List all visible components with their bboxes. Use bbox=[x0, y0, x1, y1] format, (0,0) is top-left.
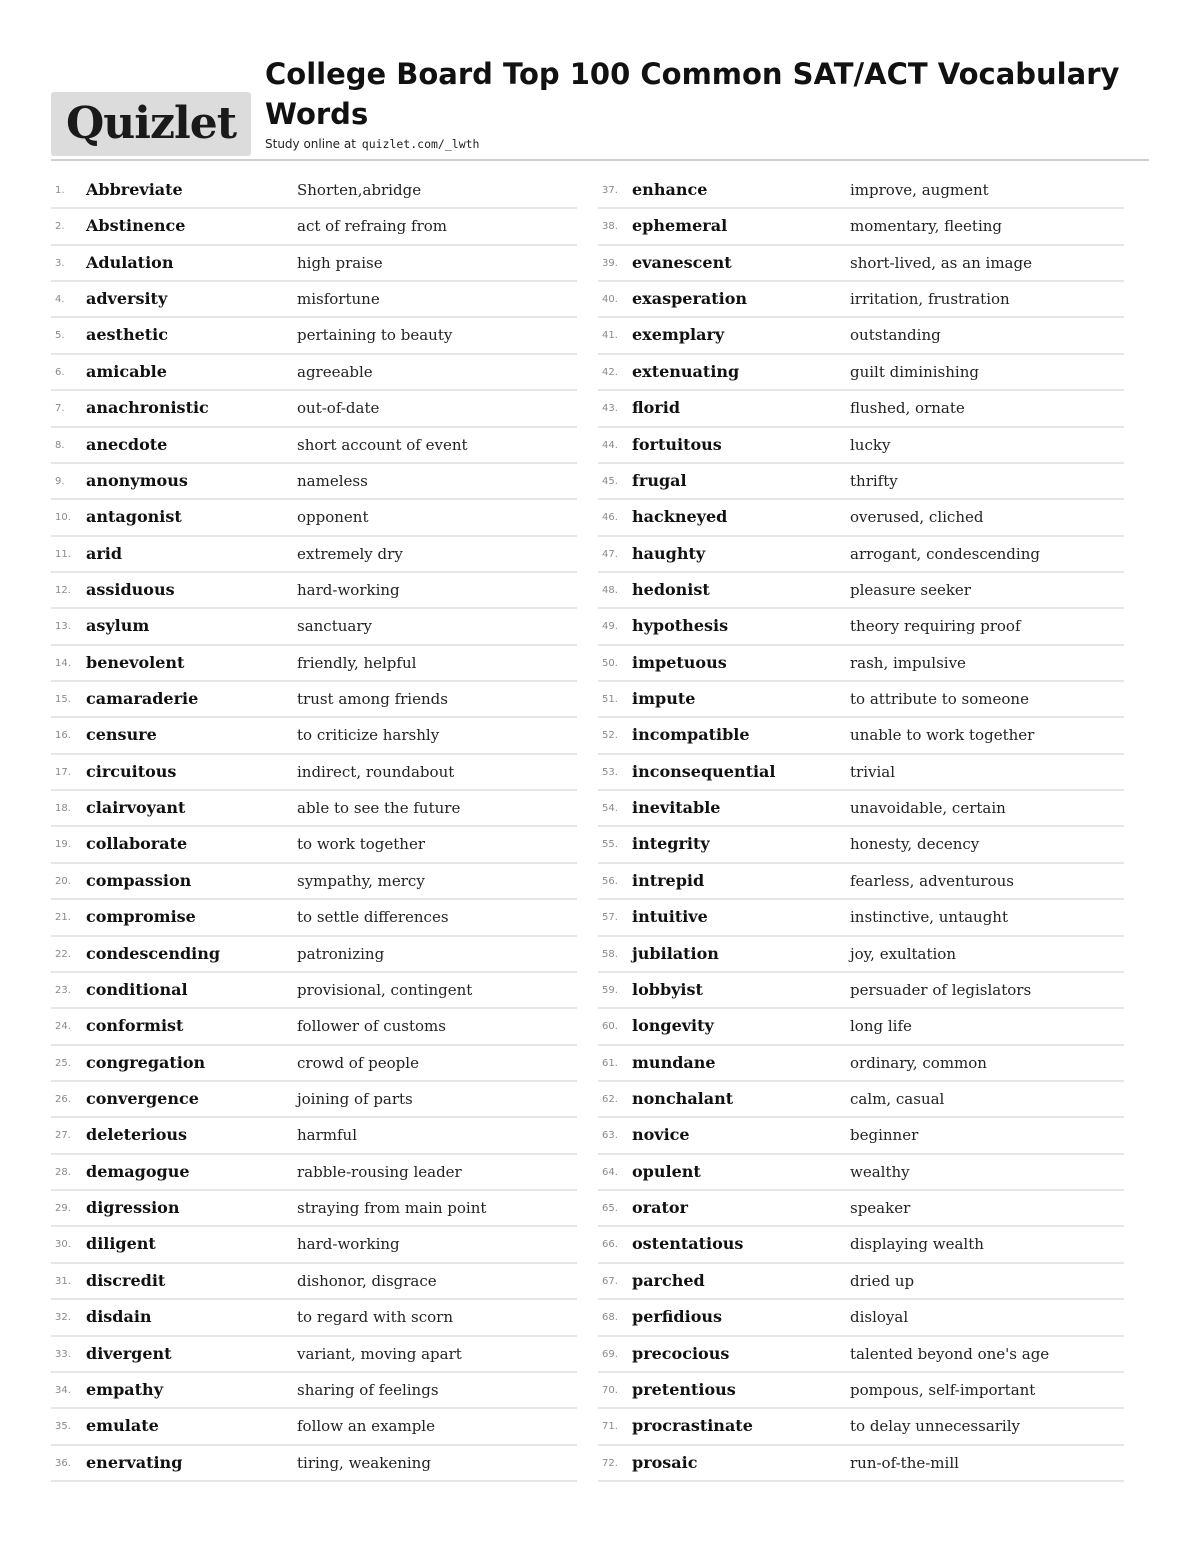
vocab-term: enhance bbox=[632, 180, 708, 199]
vocab-definition: speaker bbox=[850, 1199, 911, 1218]
vocab-definition: tiring, weakening bbox=[297, 1453, 431, 1472]
vocab-row bbox=[598, 864, 1124, 900]
vocab-term: florid bbox=[632, 398, 680, 418]
vocab-definition: trust among friends bbox=[297, 690, 448, 709]
vocab-row bbox=[51, 937, 577, 973]
vocab-definition: extremely dry bbox=[297, 544, 403, 563]
entry-number: 25. bbox=[55, 1057, 71, 1069]
vocab-definition: arrogant, condescending bbox=[850, 544, 1040, 563]
entry-number: 28. bbox=[55, 1166, 71, 1178]
vocab-term: amicable bbox=[86, 361, 167, 381]
vocab-term: asylum bbox=[86, 616, 150, 636]
vocab-term: mundane bbox=[632, 1052, 716, 1072]
vocab-definition: honesty, decency bbox=[850, 835, 980, 854]
vocab-row bbox=[598, 937, 1124, 973]
header-divider bbox=[51, 159, 1149, 161]
vocab-definition: Shorten,abridge bbox=[297, 181, 422, 199]
entry-number: 26. bbox=[55, 1093, 71, 1105]
vocab-term: frugal bbox=[632, 470, 687, 490]
entry-number: 10. bbox=[55, 512, 71, 524]
vocab-row bbox=[598, 500, 1124, 536]
vocab-term: enervating bbox=[86, 1452, 183, 1472]
vocab-row bbox=[51, 755, 577, 791]
vocab-row bbox=[598, 682, 1124, 718]
vocab-row bbox=[598, 1227, 1124, 1263]
vocab-definition: irritation, frustration bbox=[850, 290, 1010, 309]
vocab-term: compassion bbox=[86, 870, 192, 890]
vocab-term: camaraderie bbox=[86, 689, 199, 709]
vocab-term: arid bbox=[86, 543, 123, 563]
entry-number: 65. bbox=[602, 1203, 618, 1215]
vocab-definition: fearless, adventurous bbox=[850, 871, 1014, 890]
vocab-row bbox=[598, 646, 1124, 682]
vocab-term: antagonist bbox=[86, 507, 182, 527]
entry-number: 60. bbox=[602, 1021, 618, 1033]
vocab-row bbox=[598, 1046, 1124, 1082]
vocab-row bbox=[51, 355, 577, 391]
vocab-term: procrastinate bbox=[632, 1416, 753, 1436]
vocab-row bbox=[598, 609, 1124, 645]
vocab-definition: calm, casual bbox=[850, 1089, 945, 1108]
vocab-definition: out-of-date bbox=[297, 399, 380, 418]
vocab-row bbox=[51, 1118, 577, 1154]
vocab-definition: instinctive, untaught bbox=[850, 908, 1008, 927]
vocab-definition: flushed, ornate bbox=[850, 399, 965, 418]
vocab-row bbox=[598, 282, 1124, 318]
vocab-term: lobbyist bbox=[632, 979, 703, 999]
vocab-term: disdain bbox=[86, 1307, 152, 1327]
entry-number: 31. bbox=[55, 1275, 71, 1287]
vocab-term: longevity bbox=[632, 1016, 714, 1036]
vocab-row bbox=[51, 864, 577, 900]
entry-number: 8. bbox=[55, 439, 65, 451]
vocab-definition: talented beyond one's age bbox=[850, 1344, 1050, 1363]
entry-number: 35. bbox=[55, 1421, 71, 1433]
vocab-row bbox=[51, 973, 577, 1009]
vocab-definition: provisional, contingent bbox=[297, 980, 473, 999]
vocab-definition: pertaining to beauty bbox=[297, 326, 453, 345]
vocab-definition: rabble-rousing leader bbox=[297, 1162, 462, 1181]
entry-number: 23. bbox=[55, 984, 71, 996]
vocab-row bbox=[51, 246, 577, 282]
vocab-row bbox=[51, 1373, 577, 1409]
vocab-term: fortuitous bbox=[632, 434, 722, 454]
vocab-term: precocious bbox=[632, 1343, 730, 1363]
entry-number: 56. bbox=[602, 875, 618, 887]
entry-number: 59. bbox=[602, 984, 618, 996]
vocab-row bbox=[598, 973, 1124, 1009]
vocab-term: exasperation bbox=[632, 289, 748, 309]
vocab-row bbox=[51, 1300, 577, 1336]
study-url: quizlet.com/_lwth bbox=[361, 137, 480, 151]
entry-number: 71. bbox=[602, 1421, 618, 1433]
vocab-row bbox=[51, 900, 577, 936]
vocab-definition: persuader of legislators bbox=[850, 980, 1032, 999]
vocab-term: hedonist bbox=[632, 579, 710, 599]
vocab-definition: ordinary, common bbox=[850, 1053, 987, 1072]
entry-number: 32. bbox=[55, 1312, 71, 1324]
vocab-definition: to delay unnecessarily bbox=[850, 1417, 1021, 1436]
vocab-definition: disloyal bbox=[850, 1308, 909, 1327]
vocab-definition: beginner bbox=[850, 1126, 919, 1145]
vocab-definition: able to see the future bbox=[297, 799, 461, 818]
vocab-row bbox=[51, 609, 577, 645]
vocab-row bbox=[598, 718, 1124, 754]
vocab-definition: rash, impulsive bbox=[850, 653, 966, 672]
vocab-definition: short-lived, as an image bbox=[850, 253, 1032, 272]
vocab-term: hypothesis bbox=[632, 616, 729, 636]
vocab-definition: to regard with scorn bbox=[297, 1308, 454, 1327]
vocab-definition: lucky bbox=[850, 435, 891, 454]
entry-number: 13. bbox=[55, 621, 71, 633]
vocab-definition: sympathy, mercy bbox=[297, 871, 425, 890]
entry-number: 14. bbox=[55, 657, 71, 669]
vocab-row bbox=[598, 755, 1124, 791]
left-column bbox=[51, 173, 577, 1482]
entry-number: 16. bbox=[55, 730, 71, 742]
vocab-row bbox=[51, 1227, 577, 1263]
vocab-term: conditional bbox=[86, 979, 188, 999]
entry-number: 55. bbox=[602, 839, 618, 851]
entry-number: 47. bbox=[602, 548, 618, 560]
vocab-term: opulent bbox=[632, 1161, 701, 1181]
vocab-definition: opponent bbox=[297, 508, 369, 527]
entry-number: 4. bbox=[55, 294, 65, 306]
entry-number: 19. bbox=[55, 839, 71, 851]
study-prefix: Study online at bbox=[265, 137, 356, 151]
entry-number: 67. bbox=[602, 1275, 618, 1287]
vocab-term: orator bbox=[632, 1198, 688, 1218]
vocab-row bbox=[598, 1009, 1124, 1045]
entry-number: 66. bbox=[602, 1239, 618, 1251]
entry-number: 41. bbox=[602, 330, 618, 342]
entry-number: 54. bbox=[602, 803, 618, 815]
vocab-row bbox=[51, 537, 577, 573]
vocab-row bbox=[598, 1373, 1124, 1409]
vocab-row bbox=[51, 1446, 577, 1482]
entry-number: 64. bbox=[602, 1166, 618, 1178]
vocab-row bbox=[51, 391, 577, 427]
vocab-term: novice bbox=[632, 1125, 690, 1145]
logo-text: Quizlet bbox=[65, 98, 237, 149]
vocab-definition: hard-working bbox=[297, 1235, 400, 1254]
entry-number: 50. bbox=[602, 657, 618, 669]
vocab-row bbox=[51, 1155, 577, 1191]
vocab-term: demagogue bbox=[86, 1161, 190, 1181]
vocab-definition: straying from main point bbox=[297, 1199, 487, 1218]
vocab-row bbox=[598, 1446, 1124, 1482]
vocab-definition: to criticize harshly bbox=[297, 726, 440, 745]
entry-number: 3. bbox=[55, 257, 65, 269]
vocab-row bbox=[598, 573, 1124, 609]
entry-number: 22. bbox=[55, 948, 71, 960]
vocab-definition: pleasure seeker bbox=[850, 580, 971, 599]
vocab-definition: unavoidable, certain bbox=[850, 799, 1006, 818]
vocab-term: adversity bbox=[86, 289, 168, 309]
entry-number: 6. bbox=[55, 366, 65, 378]
vocab-row bbox=[598, 537, 1124, 573]
vocab-row bbox=[51, 1009, 577, 1045]
vocab-definition: harmful bbox=[297, 1126, 358, 1145]
entry-number: 7. bbox=[55, 403, 65, 415]
vocab-term: Adulation bbox=[86, 252, 174, 272]
vocab-term: anachronistic bbox=[86, 398, 209, 418]
vocab-term: intrepid bbox=[632, 870, 705, 890]
vocab-term: parched bbox=[632, 1270, 705, 1290]
vocab-term: aesthetic bbox=[86, 325, 168, 345]
vocab-term: deleterious bbox=[86, 1125, 188, 1145]
vocab-term: ephemeral bbox=[632, 216, 728, 236]
vocab-term: Abbreviate bbox=[86, 180, 183, 199]
entry-number: 29. bbox=[55, 1203, 71, 1215]
entry-number: 46. bbox=[602, 512, 618, 524]
vocab-term: compromise bbox=[86, 907, 196, 927]
entry-number: 52. bbox=[602, 730, 618, 742]
vocab-term: congregation bbox=[86, 1052, 206, 1072]
entry-number: 57. bbox=[602, 912, 618, 924]
vocab-row bbox=[51, 827, 577, 863]
vocab-definition: short account of event bbox=[297, 435, 468, 454]
vocab-definition: trivial bbox=[850, 762, 896, 781]
vocab-term: ostentatious bbox=[632, 1234, 744, 1254]
vocab-definition: improve, augment bbox=[850, 181, 989, 199]
vocab-definition: nameless bbox=[297, 471, 368, 490]
vocab-definition: displaying wealth bbox=[850, 1235, 984, 1254]
entry-number: 38. bbox=[602, 221, 618, 233]
entry-number: 62. bbox=[602, 1093, 618, 1105]
vocab-definition: momentary, fleeting bbox=[850, 217, 1003, 236]
entry-number: 15. bbox=[55, 694, 71, 706]
entry-number: 33. bbox=[55, 1348, 71, 1360]
vocab-definition: unable to work together bbox=[850, 726, 1035, 745]
entry-number: 11. bbox=[55, 548, 71, 560]
vocab-definition: follower of customs bbox=[297, 1017, 446, 1036]
vocab-term: prosaic bbox=[632, 1452, 698, 1472]
vocab-row bbox=[51, 282, 577, 318]
vocab-definition: guilt diminishing bbox=[850, 362, 979, 381]
right-column bbox=[598, 173, 1124, 1482]
entry-number: 2. bbox=[55, 221, 65, 233]
study-online-line bbox=[265, 137, 479, 151]
vocab-definition: joy, exultation bbox=[850, 944, 956, 963]
vocab-definition: theory requiring proof bbox=[850, 617, 1021, 636]
vocab-term: circuitous bbox=[86, 761, 177, 781]
vocab-term: condescending bbox=[86, 943, 221, 963]
vocab-row bbox=[51, 1046, 577, 1082]
vocab-definition: dried up bbox=[850, 1271, 915, 1290]
vocab-row bbox=[51, 209, 577, 245]
vocab-definition: to work together bbox=[297, 835, 425, 854]
entry-number: 43. bbox=[602, 403, 618, 415]
vocab-term: conformist bbox=[86, 1016, 184, 1036]
vocab-row bbox=[598, 428, 1124, 464]
entry-number: 68. bbox=[602, 1312, 618, 1324]
vocab-row bbox=[51, 1337, 577, 1373]
vocab-term: divergent bbox=[86, 1343, 172, 1363]
vocab-term: impute bbox=[632, 689, 696, 709]
entry-number: 72. bbox=[602, 1457, 618, 1469]
entry-number: 42. bbox=[602, 366, 618, 378]
entry-number: 70. bbox=[602, 1384, 618, 1396]
vocab-term: digression bbox=[86, 1198, 180, 1218]
vocab-term: inevitable bbox=[632, 798, 721, 818]
vocab-definition: patronizing bbox=[297, 944, 385, 963]
vocab-term: anonymous bbox=[86, 470, 188, 490]
vocab-row bbox=[51, 1191, 577, 1227]
vocab-definition: follow an example bbox=[297, 1417, 435, 1436]
entry-number: 40. bbox=[602, 294, 618, 306]
vocab-row bbox=[598, 1118, 1124, 1154]
vocab-row bbox=[598, 900, 1124, 936]
vocab-definition: act of refraing from bbox=[297, 217, 448, 236]
vocab-row bbox=[51, 791, 577, 827]
quizlet-logo bbox=[51, 92, 251, 156]
vocab-term: hackneyed bbox=[632, 507, 728, 527]
vocab-row bbox=[51, 682, 577, 718]
vocab-term: clairvoyant bbox=[86, 798, 186, 818]
vocab-definition: high praise bbox=[297, 253, 383, 272]
entry-number: 37. bbox=[602, 185, 618, 196]
vocab-term: intuitive bbox=[632, 907, 708, 927]
vocab-term: extenuating bbox=[632, 361, 740, 381]
vocab-row bbox=[598, 1409, 1124, 1445]
vocab-definition: sanctuary bbox=[297, 617, 372, 636]
vocab-definition: to attribute to someone bbox=[850, 690, 1029, 709]
vocab-term: integrity bbox=[632, 834, 710, 854]
vocab-row bbox=[598, 1264, 1124, 1300]
entry-number: 9. bbox=[55, 475, 65, 487]
vocab-definition: pompous, self-important bbox=[850, 1380, 1036, 1399]
vocab-definition: crowd of people bbox=[297, 1053, 419, 1072]
vocab-term: diligent bbox=[86, 1234, 156, 1254]
vocab-row bbox=[51, 428, 577, 464]
vocab-definition: long life bbox=[850, 1017, 912, 1036]
entry-number: 39. bbox=[602, 257, 618, 269]
entry-number: 49. bbox=[602, 621, 618, 633]
vocab-term: convergence bbox=[86, 1088, 199, 1108]
vocab-definition: indirect, roundabout bbox=[297, 762, 455, 781]
vocab-definition: hard-working bbox=[297, 580, 400, 599]
vocab-term: benevolent bbox=[86, 652, 185, 672]
vocab-term: censure bbox=[86, 725, 157, 745]
vocab-definition: sharing of feelings bbox=[297, 1380, 439, 1399]
entry-number: 45. bbox=[602, 475, 618, 487]
vocab-definition: joining of parts bbox=[297, 1089, 413, 1108]
entry-number: 58. bbox=[602, 948, 618, 960]
vocab-term: anecdote bbox=[86, 434, 168, 454]
vocab-row bbox=[51, 646, 577, 682]
vocab-term: assiduous bbox=[86, 579, 175, 599]
vocab-row bbox=[598, 1082, 1124, 1118]
entry-number: 53. bbox=[602, 766, 618, 778]
entry-number: 61. bbox=[602, 1057, 618, 1069]
vocab-row bbox=[598, 391, 1124, 427]
vocab-row bbox=[598, 209, 1124, 245]
vocab-term: inconsequential bbox=[632, 761, 776, 781]
vocab-row bbox=[51, 500, 577, 536]
vocab-definition: agreeable bbox=[297, 362, 373, 381]
entry-number: 12. bbox=[55, 584, 71, 596]
entry-number: 44. bbox=[602, 439, 618, 451]
vocab-term: nonchalant bbox=[632, 1088, 734, 1108]
entry-number: 34. bbox=[55, 1384, 71, 1396]
entry-number: 1. bbox=[55, 185, 65, 196]
vocab-definition: to settle differences bbox=[297, 908, 449, 927]
entry-number: 30. bbox=[55, 1239, 71, 1251]
vocab-row bbox=[51, 464, 577, 500]
vocab-row bbox=[598, 827, 1124, 863]
vocab-term: incompatible bbox=[632, 725, 750, 745]
vocab-row bbox=[51, 173, 577, 209]
entry-number: 5. bbox=[55, 330, 65, 342]
vocab-term: pretentious bbox=[632, 1379, 736, 1399]
vocab-term: empathy bbox=[86, 1379, 163, 1399]
vocab-row bbox=[598, 318, 1124, 354]
vocab-row bbox=[598, 1155, 1124, 1191]
entry-number: 17. bbox=[55, 766, 71, 778]
vocab-row bbox=[51, 1264, 577, 1300]
vocab-term: haughty bbox=[632, 543, 706, 563]
vocab-row bbox=[598, 791, 1124, 827]
vocab-term: evanescent bbox=[632, 252, 732, 272]
vocab-term: emulate bbox=[86, 1416, 159, 1436]
page-title: College Board Top 100 Common SAT/ACT Vocabulary Words bbox=[265, 57, 1120, 131]
vocab-row bbox=[598, 1300, 1124, 1336]
vocab-definition: friendly, helpful bbox=[297, 653, 417, 672]
vocab-definition: misfortune bbox=[297, 290, 380, 309]
entry-number: 48. bbox=[602, 584, 618, 596]
vocab-definition: run-of-the-mill bbox=[850, 1453, 959, 1472]
vocab-row bbox=[598, 355, 1124, 391]
vocab-term: jubilation bbox=[632, 943, 719, 963]
vocab-row bbox=[598, 1191, 1124, 1227]
vocab-row bbox=[51, 1409, 577, 1445]
entry-number: 20. bbox=[55, 875, 71, 887]
entry-number: 51. bbox=[602, 694, 618, 706]
entry-number: 27. bbox=[55, 1130, 71, 1142]
vocab-definition: overused, cliched bbox=[850, 508, 984, 527]
vocab-term: perfidious bbox=[632, 1307, 723, 1327]
vocab-definition: wealthy bbox=[850, 1162, 910, 1181]
vocab-definition: variant, moving apart bbox=[297, 1344, 462, 1363]
vocab-term: discredit bbox=[86, 1270, 166, 1290]
vocab-row bbox=[598, 1337, 1124, 1373]
vocab-definition: dishonor, disgrace bbox=[297, 1271, 437, 1290]
vocab-term: impetuous bbox=[632, 652, 727, 672]
entry-number: 21. bbox=[55, 912, 71, 924]
vocab-row bbox=[598, 464, 1124, 500]
vocab-definition: outstanding bbox=[850, 326, 941, 345]
vocab-term: Abstinence bbox=[86, 216, 186, 236]
entry-number: 18. bbox=[55, 803, 71, 815]
entry-number: 24. bbox=[55, 1021, 71, 1033]
vocab-row bbox=[598, 173, 1124, 209]
vocab-row bbox=[598, 246, 1124, 282]
entry-number: 36. bbox=[55, 1457, 71, 1469]
vocab-definition: thrifty bbox=[850, 471, 898, 490]
vocab-row bbox=[51, 573, 577, 609]
entry-number: 63. bbox=[602, 1130, 618, 1142]
entry-number: 69. bbox=[602, 1348, 618, 1360]
vocab-term: exemplary bbox=[632, 325, 725, 345]
vocab-term: collaborate bbox=[86, 834, 188, 854]
vocab-row bbox=[51, 718, 577, 754]
vocab-row bbox=[51, 318, 577, 354]
vocab-row bbox=[51, 1082, 577, 1118]
